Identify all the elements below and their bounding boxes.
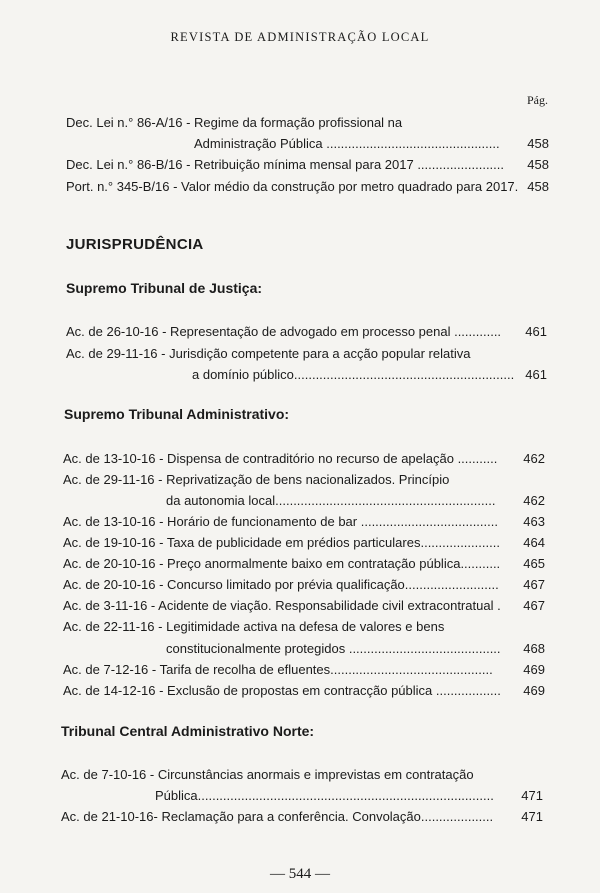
page-number: 462 xyxy=(523,451,545,466)
page-number: 471 xyxy=(521,809,543,824)
list-item-line: a domínio público............................................................. xyxy=(192,367,515,382)
list-item-line: Ac. de 22-11-16 - Legitimidade activa na defesa de valores e bens xyxy=(63,619,445,634)
page-number: 464 xyxy=(523,535,545,550)
page-folio: — 544 — xyxy=(270,866,330,882)
page-number: 468 xyxy=(523,641,545,656)
page-number: 467 xyxy=(523,598,545,613)
subsection-heading: Supremo Tribunal de Justiça: xyxy=(66,280,263,296)
page-column-label: Pág. xyxy=(527,93,548,107)
list-item-line: Dec. Lei n.° 86-A/16 - Regime da formação profissional na xyxy=(66,115,403,130)
running-title: REVISTA DE ADMINISTRAÇÃO LOCAL xyxy=(170,30,430,44)
section-heading: JURISPRUDÊNCIA xyxy=(66,236,204,253)
list-item-line: Ac. de 29-11-16 - Jurisdição competente para a acção popular relativa xyxy=(66,346,471,361)
page-number: 469 xyxy=(523,683,545,698)
page-number: 461 xyxy=(525,324,547,339)
page-number: 458 xyxy=(527,157,549,172)
list-item-line: constitucionalmente protegidos .......................................... xyxy=(166,641,501,656)
page-number: 467 xyxy=(523,577,545,592)
page-number: 463 xyxy=(523,514,545,529)
list-item-line: Ac. de 29-11-16 - Reprivatização de bens nacionalizados. Princípio xyxy=(63,472,450,487)
list-item-line: Port. n.° 345-B/16 - Valor médio da construção por metro quadrado para 2017. xyxy=(66,179,519,194)
list-item-line: Ac. de 21-10-16- Reclamação para a conferência. Convolação.................... xyxy=(61,809,494,824)
list-item-line: Ac. de 20-10-16 - Preço anormalmente baixo em contratação pública........... xyxy=(63,556,501,571)
page-number: 458 xyxy=(527,136,549,151)
list-item-line: Ac. de 13-10-16 - Dispensa de contraditório no recurso de apelação ........... xyxy=(63,451,498,466)
page-number: 461 xyxy=(525,367,547,382)
page-number: 471 xyxy=(521,788,543,803)
list-item-line: Dec. Lei n.° 86-B/16 - Retribuição mínima mensal para 2017 ........................ xyxy=(66,157,505,172)
subsection-heading: Tribunal Central Administrativo Norte: xyxy=(61,723,315,739)
subsection-heading: Supremo Tribunal Administrativo: xyxy=(64,406,290,422)
list-item-line: Ac. de 7-10-16 - Circunstâncias anormais e imprevistas em contratação xyxy=(61,767,474,782)
list-item-line: Ac. de 3-11-16 - Acidente de viação. Responsabilidade civil extracontratual . xyxy=(63,598,501,613)
list-item-line: Ac. de 13-10-16 - Horário de funcionamento de bar ...................................... xyxy=(63,514,498,529)
list-item-line: Pública.................................................................................. xyxy=(155,788,494,803)
list-item-line: Ac. de 7-12-16 - Tarifa de recolha de efluentes............................................. xyxy=(63,662,493,677)
page-number: 462 xyxy=(523,493,545,508)
list-item-line: Administração Pública ................................................ xyxy=(194,136,500,151)
list-item-line: Ac. de 20-10-16 - Concurso limitado por prévia qualificação.......................... xyxy=(63,577,499,592)
list-item-line: Ac. de 14-12-16 - Exclusão de propostas em contracção pública .................. xyxy=(63,683,501,698)
page-number: 469 xyxy=(523,662,545,677)
list-item-line: Ac. de 26-10-16 - Representação de advogado em processo penal ............. xyxy=(66,324,502,339)
list-item-line: Ac. de 19-10-16 - Taxa de publicidade em prédios particulares...................... xyxy=(63,535,500,550)
list-item-line: da autonomia local............................................................. xyxy=(166,493,496,508)
page-number: 465 xyxy=(523,556,545,571)
page-number: 458 xyxy=(527,179,549,194)
